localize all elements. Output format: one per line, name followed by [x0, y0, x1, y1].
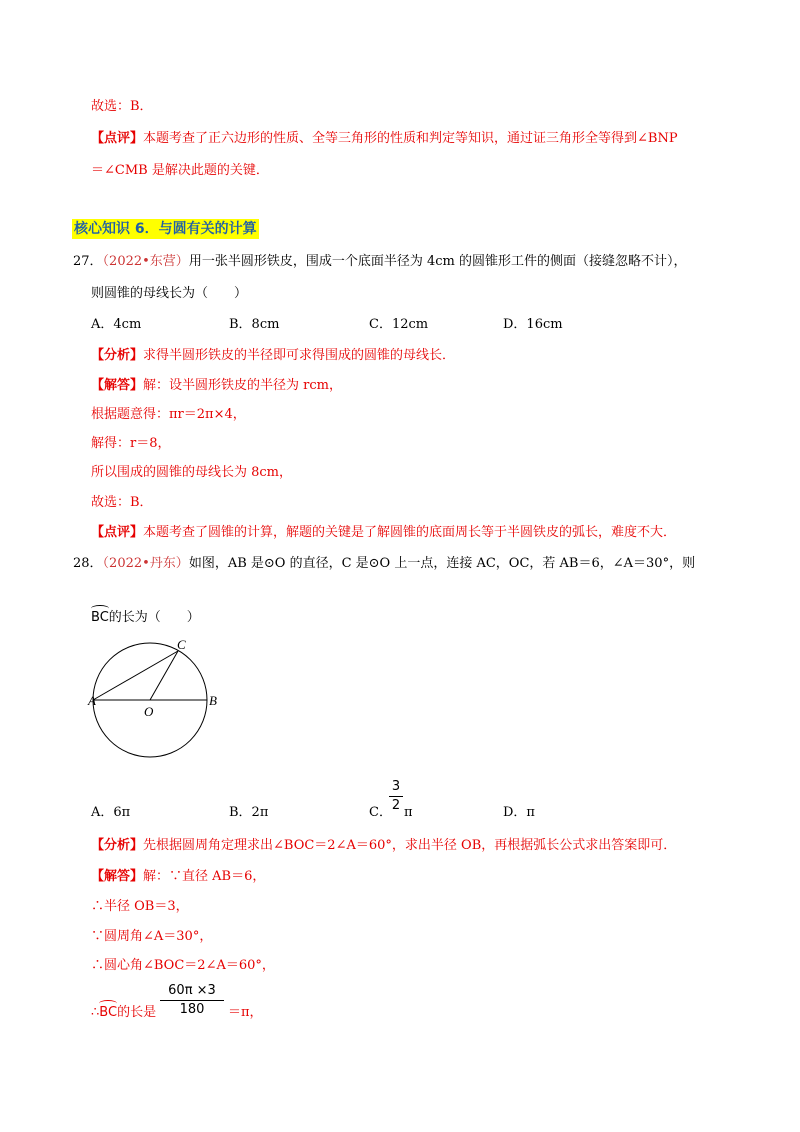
q28-answer-line4: ∴圆心角∠BOC＝2∠A＝60°，: [91, 958, 275, 973]
q28-option-c-fraction: [389, 779, 403, 814]
q27-option-d: D．16cm: [503, 317, 563, 332]
label-c: C: [177, 637, 186, 652]
q27-answer-line2: 根据题意得：πr＝2π×4，: [91, 407, 246, 422]
q28-answer-line1: [91, 868, 265, 886]
q28-final-denominator: 180: [179, 1002, 205, 1017]
q28-analysis: [91, 837, 676, 855]
q28-final-numerator: 60π ×3: [168, 983, 216, 998]
q28-arc-label: BC: [91, 610, 109, 625]
q27-source: （2022•东营）: [102, 254, 189, 269]
q28-answer-text: 解：∵直径 AB＝6，: [143, 869, 266, 884]
q27-answer-line1: [91, 377, 342, 395]
q27-answer-line4: 所以围成的圆锥的母线长为 8cm，: [91, 465, 293, 480]
q27-analysis: [91, 347, 455, 365]
q28-answer-tag: 【解答】: [91, 869, 144, 884]
q28-option-c-denominator: 2: [391, 798, 401, 813]
q28-final-mid: 的长是: [117, 1005, 157, 1020]
q28-analysis-text: 先根据圆周角定理求出∠BOC＝2∠A＝60°，求出半径 OB，再根据弧长公式求出答案即可．: [143, 838, 677, 853]
fraction-bar: [389, 796, 403, 797]
q28-answer-line3: ∵圆周角∠A＝30°，: [91, 929, 213, 944]
q28-source: （2022•丹东）: [102, 556, 189, 571]
q28-option-d: D．π: [503, 805, 535, 820]
q27-analysis-tag: 【分析】: [91, 348, 144, 363]
q28-option-c-suffix: π: [404, 805, 413, 820]
q27-answer-text: 解：设半圆形铁皮的半径为 rcm，: [143, 378, 342, 393]
prev-choice: 故选：B．: [91, 99, 153, 114]
q27-answer-line3: 解得：r＝8，: [91, 436, 171, 451]
q27-stem-line1: [73, 253, 686, 271]
prev-comment-line2: ＝∠CMB 是解决此题的关键．: [91, 163, 269, 178]
q28-stem-line2: [91, 609, 200, 627]
q28-stem-line1: [73, 555, 695, 573]
q28-stem-suffix: 的长为（ ）: [108, 610, 200, 625]
q27-comment-tag: 【点评】: [91, 525, 144, 540]
label-a: A: [88, 693, 96, 708]
q28-final-fraction: [160, 983, 224, 1018]
q28-answer-line2: ∴半径 OB＝3，: [91, 899, 189, 914]
radius-oc: [150, 651, 178, 700]
q27-number: 27．: [73, 254, 103, 269]
section-heading: 核心知识 6．与圆有关的计算: [74, 221, 257, 237]
label-o: O: [144, 704, 154, 719]
q28-analysis-tag: 【分析】: [91, 838, 144, 853]
q27-comment: [91, 524, 676, 542]
q27-stem-line2: 则圆锥的母线长为（ ）: [91, 286, 248, 301]
circle-figure: [86, 636, 226, 760]
q28-final-line: [91, 1004, 156, 1022]
q27-option-a: A．4cm: [91, 317, 142, 332]
q27-answer-tag: 【解答】: [91, 378, 144, 393]
q27-comment-text: 本题考查了圆锥的计算，解题的关键是了解圆锥的底面周长等于半圆铁皮的弧长，难度不大．: [143, 525, 677, 540]
prev-comment-text: 本题考查了正六边形的性质、全等三角形的性质和判定等知识，通过证三角形全等得到∠BNP: [143, 131, 678, 146]
q27-analysis-text: 求得半圆形铁皮的半径即可求得围成的圆锥的母线长．: [143, 348, 456, 363]
q27-stem: 用一张半圆形铁皮，围成一个底面半径为 4cm 的圆锥形工件的侧面（接缝忽略不计），: [188, 254, 687, 269]
q28-option-b: B．2π: [229, 805, 269, 820]
prev-comment-line1: [91, 130, 678, 148]
chord-ac: [93, 651, 178, 700]
q27-option-b: B．8cm: [229, 317, 280, 332]
q28-option-c-numerator: 3: [391, 779, 401, 794]
q28-final-prefix: ∴: [91, 1005, 100, 1020]
q27-answer-line5: 故选：B．: [91, 495, 153, 510]
q28-number: 28．: [73, 556, 103, 571]
q28-option-c: C．: [369, 805, 392, 820]
q27-option-c: C．12cm: [369, 317, 429, 332]
q28-final-suffix: ＝π，: [228, 1005, 263, 1020]
prev-comment-tag: 【点评】: [91, 131, 144, 146]
final-fraction-bar: [160, 1000, 224, 1001]
q28-stem: 如图，AB 是⊙O 的直径，C 是⊙O 上一点，连接 AC，OC，若 AB＝6，∠A＝30°，则: [188, 556, 696, 571]
label-b: B: [209, 693, 217, 708]
q28-option-a: A．6π: [91, 805, 131, 820]
q28-final-arc: BC: [99, 1005, 118, 1020]
